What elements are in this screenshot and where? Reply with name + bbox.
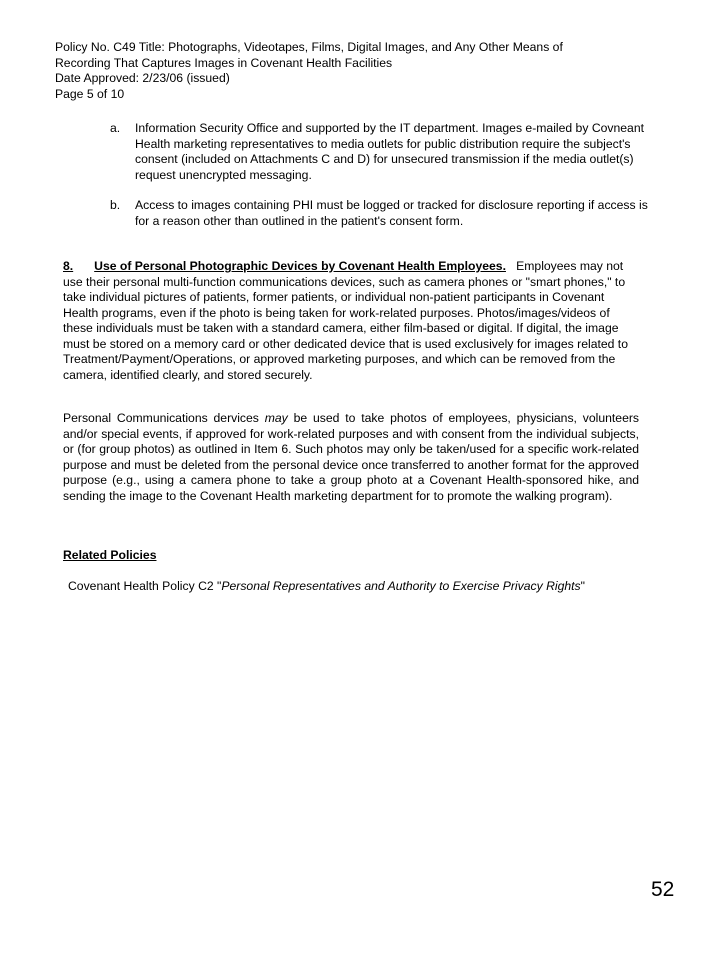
header-date-approved: Date Approved: 2/23/06 (issued) — [55, 71, 230, 85]
section-8-body: Employees may not use their personal multi-function communications devices, such as camera phones or "smart phones," to take individual pictures of patients, former patients, or individual non-patient participants in Covenant Health programs, even if the photo is being taken for work-related purposes. Photos/images/videos of these individuals must be taken with a standard camera, either film-based or digital. If digital, the image must be stored on a memory card or other dedicated device that is used exclusively for images related to Treatment/Payment/Operations, or approved marketing purposes, and which can be removed from the camera, identified clearly, and stored securely. — [63, 259, 628, 382]
related-policies-section — [63, 548, 639, 564]
section-8-heading: Use of Personal Photographic Devices by Covenant Health Employees. — [94, 259, 506, 273]
related-policies-heading: Related Policies — [63, 548, 157, 562]
related-policy-prefix: Covenant Health Policy C2 " — [68, 579, 222, 593]
header-policy-title-line1: Policy No. C49 Title: Photographs, Videotapes, Films, Digital Images, and Any Other Means of — [55, 40, 563, 54]
list-item-a-text: Information Security Office and supported by the IT department. Images e-mailed by Covneant Health marketing representatives to media outlets for public distribution require the subject's consent (included on Attachments C and D) for unsecured transmission if the media outlet(s) request unencrypted messaging. — [135, 121, 644, 182]
related-policy-suffix: " — [580, 579, 585, 593]
list-item-b-text: Access to images containing PHI must be logged or tracked for disclosure reporting if access is for a reason other than outlined in the patient's consent form. — [135, 198, 648, 228]
paragraph-2-after: be used to take photos of employees, physicians, volunteers and/or special events, if approved for work-related purposes and with consent from the individual subjects, or (for group photos) as outlined in Item 6. Such photos may only be taken/used for a specific work-related purpose and must be deleted from the personal device once transferred to another format for the approved purpose (e.g., using a camera phone to take a group photo at a Covenant Health-sponsored hike, and sending the image to the Covenant Health marketing department for to promote the walking program). — [63, 411, 639, 503]
paragraph-2-before: Personal Communications dervices — [63, 411, 265, 425]
document-header — [55, 40, 655, 102]
paragraph-personal-devices — [63, 411, 639, 504]
header-policy-title-line2: Recording That Captures Images in Covenant Health Facilities — [55, 55, 393, 70]
header-page-indicator: Page 5 of 10 — [55, 86, 125, 101]
related-policy-entry — [68, 579, 644, 595]
related-policy-title: Personal Representatives and Authority to Exercise Privacy Rights — [221, 579, 581, 593]
paragraph-2-emphasis: may — [264, 411, 288, 425]
list-item-a-label: a. — [110, 121, 121, 135]
section-8-number: 8. — [63, 259, 74, 273]
list-item-a — [110, 121, 650, 183]
section-8 — [63, 259, 639, 383]
list-item-b-label: b. — [110, 198, 121, 212]
list-item-b — [110, 198, 650, 229]
page-number: 52 — [651, 878, 675, 901]
